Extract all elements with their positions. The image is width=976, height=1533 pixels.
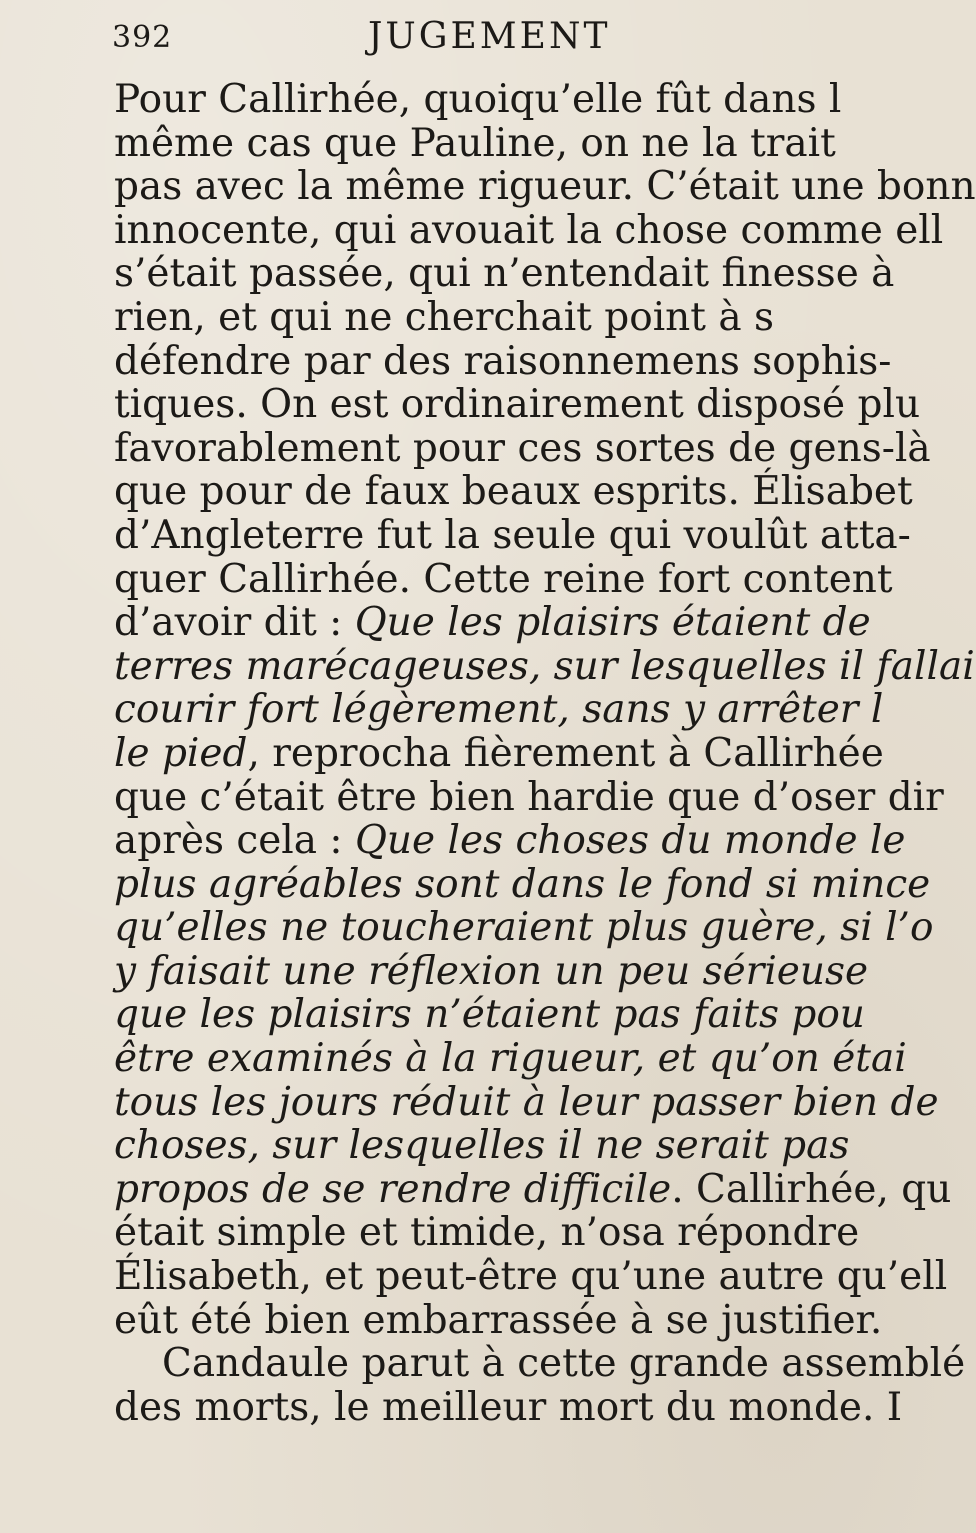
text-segment: d’avoir dit :: [114, 600, 355, 646]
text-line: [114, 818, 906, 864]
text-segment: eût été bien embarrassée à se justifier.: [114, 1297, 883, 1343]
text-segment: des morts, le meilleur mort du monde. I: [114, 1384, 903, 1430]
text-line: [114, 861, 931, 907]
text-line: [114, 1341, 966, 1387]
text-line: [114, 1297, 883, 1343]
page-header: [112, 8, 812, 58]
text-segment: était simple et timide, n’osa répondre: [114, 1210, 860, 1256]
text-segment: Que les choses du monde le: [354, 818, 906, 864]
text-segment: le pied: [114, 730, 248, 776]
text-segment: plus agréables sont dans le fond si mince: [114, 861, 931, 907]
text-segment: que c’était être bien hardie que d’oser dir: [114, 774, 944, 820]
text-segment: tous les jours réduit à leur passer bien de: [114, 1079, 939, 1125]
text-line: [114, 730, 884, 776]
text-line: [114, 164, 976, 210]
text-line: [114, 122, 854, 166]
text-segment: que pour de faux beaux esprits. Élisabet: [114, 469, 913, 515]
text-line: [114, 469, 913, 515]
text-segment: , reprocha fièrement à Callirhée: [247, 730, 884, 776]
text-segment: favorablement pour ces sortes de gens-là: [114, 425, 931, 471]
text-segment: . Callirhée, qu: [671, 1166, 952, 1212]
text-segment: s’était passée, qui n’entendait finesse à: [114, 251, 895, 297]
text-segment: Pour Callirhée, quoiqu’elle fût dans l: [114, 77, 842, 122]
text-line: [114, 382, 921, 428]
text-line: [114, 948, 869, 994]
text-segment: courir fort légèrement, sans y arrêter l: [114, 687, 884, 733]
text-line: [114, 1124, 854, 1168]
text-line: [114, 905, 934, 951]
text-segment: après cela :: [114, 818, 355, 864]
text-line: [114, 296, 854, 340]
text-segment: y faisait une réflexion un peu sérieuse: [114, 948, 869, 994]
text-segment: terres marécageuses, sur lesquelles il fallai: [114, 643, 975, 689]
text-line: [114, 251, 895, 297]
text-line: [114, 1166, 952, 1212]
text-line: [114, 512, 911, 558]
text-line: [114, 556, 893, 602]
text-segment: tiques. On est ordinairement disposé plu: [114, 382, 921, 428]
text-segment: Élisabeth, et peut-être qu’une autre qu’ell: [114, 1254, 948, 1300]
text-line: [114, 338, 892, 384]
text-line: [114, 1036, 907, 1082]
text-segment: pas avec la même rigueur. C’était une bonn: [114, 164, 976, 210]
text-line: [114, 1384, 903, 1430]
text-segment: défendre par des raisonnemens sophis-: [114, 338, 892, 384]
text-segment: innocente, qui avouait la chose comme ell: [114, 207, 944, 253]
text-line: [114, 774, 944, 820]
text-line: [114, 425, 931, 471]
text-segment: être examinés à la rigueur, et qu’on étai: [114, 1036, 907, 1082]
text-line: [114, 1254, 948, 1300]
text-segment: Que les plaisirs étaient de: [354, 600, 871, 646]
text-line: [114, 1210, 860, 1256]
text-line: [114, 1079, 939, 1125]
text-segment: d’Angleterre fut la seule qui voulût atta-: [114, 512, 911, 558]
text-segment: qu’elles ne toucheraient plus guère, si l’o: [114, 905, 934, 951]
text-line: [114, 600, 871, 646]
text-segment: Candaule parut à cette grande assemblé: [162, 1341, 966, 1387]
text-line: [114, 207, 944, 253]
text-segment: rien, et qui ne cherchait point à s: [114, 294, 775, 340]
text-segment: même cas que Pauline, on ne la trait: [114, 120, 836, 166]
text-segment: quer Callirhée. Cette reine fort content: [114, 556, 893, 602]
text-line: [114, 687, 884, 733]
text-segment: propos de se rendre difficile: [114, 1166, 672, 1212]
text-line: [114, 992, 865, 1038]
text-line: [114, 643, 975, 689]
text-segment: que les plaisirs n’étaient pas faits pou: [114, 992, 865, 1038]
running-head: JUGEMENT: [368, 16, 611, 57]
text-segment: choses, sur lesquelles il ne serait pas: [114, 1123, 850, 1169]
page-number: 392: [112, 20, 173, 55]
body-text: [114, 77, 976, 1430]
text-line: [114, 78, 854, 122]
